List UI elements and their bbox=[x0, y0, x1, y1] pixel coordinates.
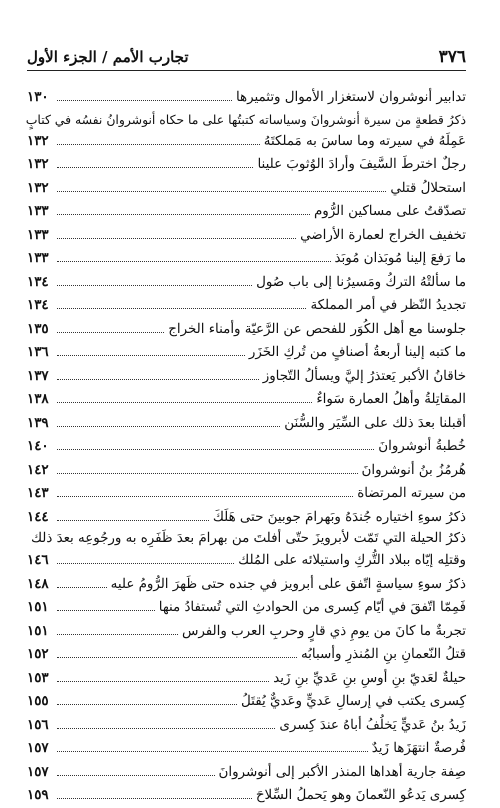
dot-leader bbox=[57, 324, 164, 332]
toc-entry bbox=[27, 573, 466, 597]
header-rule bbox=[27, 70, 466, 71]
toc-entry-title: أقبلنا بعدَ ذلك على السِّيَر والسُّنَن bbox=[284, 415, 466, 431]
toc-entry-line bbox=[27, 318, 466, 342]
toc-entry bbox=[27, 714, 466, 738]
toc-entry-line bbox=[27, 224, 466, 248]
dot-leader bbox=[57, 371, 259, 379]
toc-entry-page-number: ١٥٢ bbox=[27, 646, 49, 662]
toc-entry-line bbox=[27, 737, 466, 761]
toc-entry bbox=[27, 529, 466, 573]
toc-entry bbox=[27, 224, 466, 248]
toc-entry-page-number: ١٥٥ bbox=[27, 693, 49, 709]
page-header bbox=[27, 44, 466, 70]
dot-leader bbox=[57, 465, 358, 473]
toc-entry-title: ذكرُ الحيلة التي تَمّت لأبرويزَ حتّى أفلتَ من بهرامَ بعدَ ظَفَرِه به ورجُوعِه بعدَ ذلك bbox=[30, 531, 466, 546]
toc-entry-line bbox=[27, 412, 466, 436]
dot-leader bbox=[57, 348, 245, 356]
toc-entry bbox=[27, 200, 466, 224]
toc-entry-line bbox=[27, 482, 466, 506]
toc-entry-page-number: ١٥١ bbox=[27, 622, 49, 639]
dot-leader bbox=[57, 720, 275, 728]
toc-entry-line bbox=[27, 761, 466, 785]
toc-entry-title: ذكرُ سوءِ سياسةٍ اتّفق على أبرويز في جنده حتى ظَهرَ الرُّومُ عليه bbox=[110, 576, 466, 592]
toc-entry-title: جلوسنا مع أهل الكُوَر للفحص عن الرَّعيّة وأمناء الخراج bbox=[168, 321, 466, 337]
dot-leader bbox=[57, 395, 312, 403]
toc-entry-line bbox=[27, 271, 466, 295]
dot-leader bbox=[57, 442, 374, 450]
dot-leader bbox=[57, 489, 353, 497]
toc-entry-line bbox=[27, 130, 466, 154]
toc-entry bbox=[27, 177, 466, 201]
toc-entry-page-number: ١٣٢ bbox=[27, 132, 49, 149]
toc-entry-title: المقاتِلةُ وأهلُ العمارة سَواءٌ bbox=[316, 392, 466, 407]
toc-entry bbox=[27, 294, 466, 318]
toc-entry bbox=[27, 388, 466, 412]
toc-entry-line bbox=[27, 549, 466, 573]
toc-entry-title: فَمِمّا اتّفقَ في أيّام كِسرى من الحوادثِ التي تُستفادُ منها bbox=[158, 600, 466, 615]
toc-entry-page-number: ١٣٢ bbox=[27, 179, 49, 196]
toc-entry-page-number: ١٥٩ bbox=[27, 787, 49, 803]
toc-entry bbox=[27, 482, 466, 506]
toc-entry-page-number: ١٣٥ bbox=[27, 320, 49, 337]
toc-entry bbox=[27, 737, 466, 761]
toc-entry bbox=[27, 667, 466, 691]
toc-entry-title: تجربةٌ ما كانَ من يومِ ذي قارٍ وحربِ العرب والفرس bbox=[182, 623, 466, 639]
toc-entry-title: رجلٌ اخترطَ السَّيفَ وأرادَ الوُثوبَ علينا bbox=[257, 157, 466, 172]
toc-entry bbox=[27, 341, 466, 365]
toc-entry-line bbox=[27, 365, 466, 389]
toc-entry-page-number: ١٥١ bbox=[27, 599, 49, 615]
toc-entry-line bbox=[27, 643, 466, 667]
toc-entry-title: زَيدُ بنُ عَديٍّ يَخلُفُ أباهُ عندَ كِسرى bbox=[279, 717, 466, 733]
toc-entry-page-number: ١٣٩ bbox=[27, 414, 49, 431]
page-number: ٣٧٦ bbox=[438, 47, 466, 67]
toc-entry-page-number: ١٥٧ bbox=[27, 740, 49, 756]
toc-entry-line bbox=[27, 596, 466, 620]
toc-entry-title: تصدّقتُ على مساكين الرُّوم bbox=[313, 204, 466, 219]
dot-leader bbox=[57, 160, 253, 168]
dot-leader bbox=[57, 650, 297, 658]
running-title: تجارب الأمم / الجزء الأول bbox=[27, 48, 189, 66]
toc-entry-title: تدابير أنوشروان لاستغزار الأموال وتثميرها bbox=[235, 90, 466, 105]
toc-entry-title: ذكرُ سوءِ اختياره جُندَهُ وبَهرامَ جوبينَ حتى هَلَكَ bbox=[212, 509, 466, 525]
toc-entry-line bbox=[27, 110, 466, 130]
toc-entry bbox=[27, 153, 466, 177]
dot-leader bbox=[57, 277, 252, 285]
toc-entry-page-number: ١٣٨ bbox=[27, 391, 49, 407]
dot-leader bbox=[57, 93, 232, 101]
toc-entry bbox=[27, 110, 466, 154]
toc-entry-title: ما كتبه إلينا أربعةُ أصنافٍ من تُركِ الخَزَر bbox=[248, 345, 466, 360]
toc-entry-page-number: ١٤٢ bbox=[27, 461, 49, 478]
toc-entry-line bbox=[27, 714, 466, 738]
toc-entry-title: وقتلِه إيّاه ببلاد التُّركِ واستيلائه على المُلك bbox=[238, 553, 466, 568]
toc-entry bbox=[27, 506, 466, 530]
toc-entry-line bbox=[27, 784, 466, 808]
toc-entry-title: ما رَفعَ إلينا مُوبَذان مُوبَذ bbox=[334, 251, 466, 266]
toc-entry bbox=[27, 412, 466, 436]
toc-entry-title: من سيرته المرتضاة bbox=[357, 486, 466, 501]
dot-leader bbox=[57, 626, 178, 634]
toc-entry-title: هُرمُزُ بنُ أنوشروانَ bbox=[361, 462, 466, 478]
toc-entry-page-number: ١٣٢ bbox=[27, 156, 49, 172]
toc-entry bbox=[27, 271, 466, 295]
toc-entry-page-number: ١٣٣ bbox=[27, 226, 49, 243]
toc-entry bbox=[27, 620, 466, 644]
toc-entry-line bbox=[27, 506, 466, 530]
dot-leader bbox=[57, 301, 306, 309]
dot-leader bbox=[57, 791, 252, 799]
dot-leader bbox=[57, 418, 280, 426]
toc-entry-title: خاقانُ الأكبر يَعتذرُ إليَّ ويسألُ التّجاوز bbox=[262, 368, 466, 384]
toc-entry-line bbox=[27, 620, 466, 644]
dot-leader bbox=[57, 207, 310, 215]
toc-entry-line bbox=[27, 247, 466, 271]
dot-leader bbox=[57, 673, 269, 681]
toc-entry-title: خُطبةُ أنوشروانَ bbox=[378, 439, 466, 454]
toc-entry bbox=[27, 318, 466, 342]
toc-entry-line bbox=[27, 177, 466, 201]
toc-entry-title: ما سألتْهُ التركُ ومَسيرُنا إلى باب صُول bbox=[256, 274, 466, 290]
toc-entry bbox=[27, 690, 466, 714]
toc-entry-page-number: ١٣٦ bbox=[27, 344, 49, 360]
toc-entry bbox=[27, 86, 466, 110]
toc-entry-line bbox=[27, 388, 466, 412]
toc-entry-line bbox=[27, 294, 466, 318]
toc-entry-line bbox=[27, 200, 466, 224]
toc-entry-page-number: ١٤٨ bbox=[27, 575, 49, 592]
dot-leader bbox=[57, 512, 209, 520]
toc-entry-title: ذكرُ قطعةٍ من سيرة أنوشروانَ وسياساته كتبتُها على ما حكاه أنوشروانُ نفسُه في كتابٍ bbox=[25, 111, 466, 127]
toc-entry-page-number: ١٣٤ bbox=[27, 273, 49, 290]
toc-entry-page-number: ١٤٤ bbox=[27, 508, 49, 525]
toc-entry-page-number: ١٤٣ bbox=[27, 485, 49, 501]
toc-entry-page-number: ١٣٣ bbox=[27, 250, 49, 266]
toc-entry-title: تجديدُ النّظر في أمر المملكة bbox=[310, 298, 466, 313]
toc-entry-page-number: ١٥٦ bbox=[27, 716, 49, 733]
toc-entry-page-number: ١٤٦ bbox=[27, 552, 49, 568]
toc-entry bbox=[27, 435, 466, 459]
toc-entry-title: كِسرى يَدعُو النّعمانَ وهو يَحملُ السِّلاحَ bbox=[255, 788, 466, 803]
toc-entry-page-number: ١٣٣ bbox=[27, 203, 49, 219]
toc-entry-line bbox=[27, 667, 466, 691]
dot-leader bbox=[57, 579, 107, 587]
toc-entry bbox=[27, 365, 466, 389]
toc-entry-title: تخفيف الخراج لعمارة الأراضي bbox=[300, 227, 466, 243]
toc-entry bbox=[27, 784, 466, 808]
toc-entry-line bbox=[27, 153, 466, 177]
toc-entry-page-number: ١٣٤ bbox=[27, 297, 49, 313]
toc-entry-line bbox=[27, 341, 466, 365]
toc-entry-page-number: ١٣٠ bbox=[27, 89, 49, 105]
toc-entry-page-number: ١٥٣ bbox=[27, 669, 49, 686]
dot-leader bbox=[57, 254, 331, 262]
dot-leader bbox=[57, 697, 237, 705]
toc-entry-line bbox=[27, 573, 466, 597]
toc-entry-title: عَمِلَهُ في سيرته وما ساسَ به مَملكتَهُ bbox=[263, 133, 466, 149]
toc-entry-page-number: ١٤٠ bbox=[27, 438, 49, 454]
toc-entry-title: قتلُ النّعمانِ بنِ المُنذرِ وأسبابُه bbox=[301, 647, 466, 662]
toc-entry bbox=[27, 596, 466, 620]
toc-entry bbox=[27, 247, 466, 271]
dot-leader bbox=[57, 556, 234, 564]
dot-leader bbox=[57, 183, 386, 191]
toc-entry-line bbox=[27, 435, 466, 459]
dot-leader bbox=[57, 230, 296, 238]
toc-entry-title: كِسرى يكتب في إرسالِ عَديٍّ وعَديٌّ يُقتَلُ bbox=[241, 694, 466, 709]
toc-entry bbox=[27, 459, 466, 483]
toc-entry-page-number: ١٣٧ bbox=[27, 367, 49, 384]
dot-leader bbox=[57, 603, 155, 611]
toc-entry-line bbox=[27, 86, 466, 110]
toc-entry-title: صِفة جارية أهداها المنذر الأكبر إلى أنوشروانَ bbox=[218, 764, 466, 780]
toc-entry bbox=[27, 761, 466, 785]
dot-leader bbox=[57, 744, 368, 752]
toc-entry bbox=[27, 643, 466, 667]
table-of-contents bbox=[27, 86, 466, 808]
toc-entry-title: حيلةٌ لعَديّ بنِ أوسِ بنِ عَديِّ بنِ زَيد bbox=[273, 670, 466, 686]
toc-entry-title: استحلالُ قتلي bbox=[390, 180, 466, 196]
dot-leader bbox=[57, 136, 260, 144]
toc-entry-line bbox=[27, 459, 466, 483]
toc-entry-page-number: ١٥٧ bbox=[27, 763, 49, 780]
toc-entry-title: فُرصةٌ انتهَزَها زَيدٌ bbox=[371, 741, 466, 756]
toc-entry-line bbox=[27, 529, 466, 549]
dot-leader bbox=[57, 767, 215, 775]
toc-entry-line bbox=[27, 690, 466, 714]
